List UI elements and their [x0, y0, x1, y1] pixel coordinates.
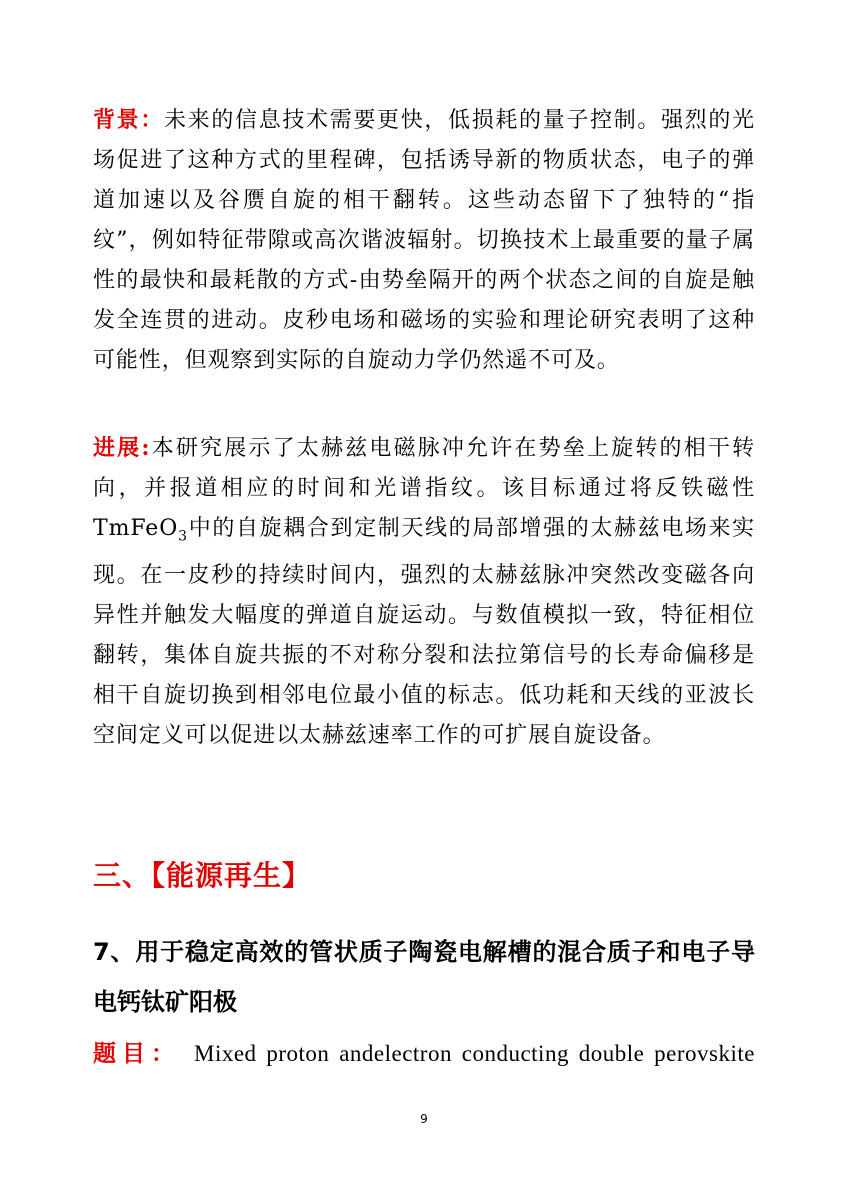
title-word: perovskite [654, 1041, 755, 1066]
title-line [93, 1034, 755, 1074]
title-word: andelectron [339, 1041, 452, 1066]
progress-text-before: 本研究展示了太赫兹电磁脉冲允许在势垒上旋转的相干转向，并报道相应的时间和光谱指纹。该目标通过将反铁磁性 TmFeO [93, 436, 755, 541]
title-label: 题目： [93, 1040, 180, 1067]
title-word: conducting [461, 1041, 569, 1066]
title-value [194, 1034, 755, 1074]
section-heading: 三、【能源再生】 [93, 859, 312, 892]
progress-label: 进展: [93, 435, 151, 461]
background-text: 未来的信息技术需要更快，低损耗的量子控制。强烈的光场促进了这种方式的里程碑，包括诱导新的物质状态，电子的弹道加速以及谷赝自旋的相干翻转。这些动态留下了独特的“指纹”，例如特征带隙或高次谐波辐射。切换技术上最重要的量子属性的最快和最耗散的方式-由势垒隔开的两个状态之间的自旋是触发全连贯的进动。皮秒电场和磁场的实验和理论研究表明了这种可能性，但观察到实际的自旋动力学仍然遥不可及。 [93, 108, 755, 373]
title-word: double [578, 1041, 645, 1066]
article-heading: 7、用于稳定高效的管状质子陶瓷电解槽的混合质子和电子导电钙钛矿阳极 [93, 938, 755, 1016]
title-word: Mixed [194, 1041, 257, 1066]
formula-subscript: 3 [178, 528, 188, 545]
background-label: 背景： [93, 107, 165, 133]
progress-paragraph [93, 428, 755, 756]
progress-text-after: 中的自旋耦合到定制天线的局部增强的太赫兹电场来实现。在一皮秒的持续时间内，强烈的太赫兹脉冲突然改变磁各向异性并触发大幅度的弹道自旋运动。与数值模拟一致，特征相位翻转，集体自旋共振的不对称分裂和法拉第信号的长寿命偏移是相干自旋切换到相邻电位最小值的标志。低功耗和天线的亚波长空间定义可以促进以太赫兹速率工作的可扩展自旋设备。 [93, 516, 755, 749]
background-paragraph [93, 100, 755, 381]
page-number: 9 [420, 1112, 428, 1126]
title-word: proton [266, 1041, 330, 1066]
